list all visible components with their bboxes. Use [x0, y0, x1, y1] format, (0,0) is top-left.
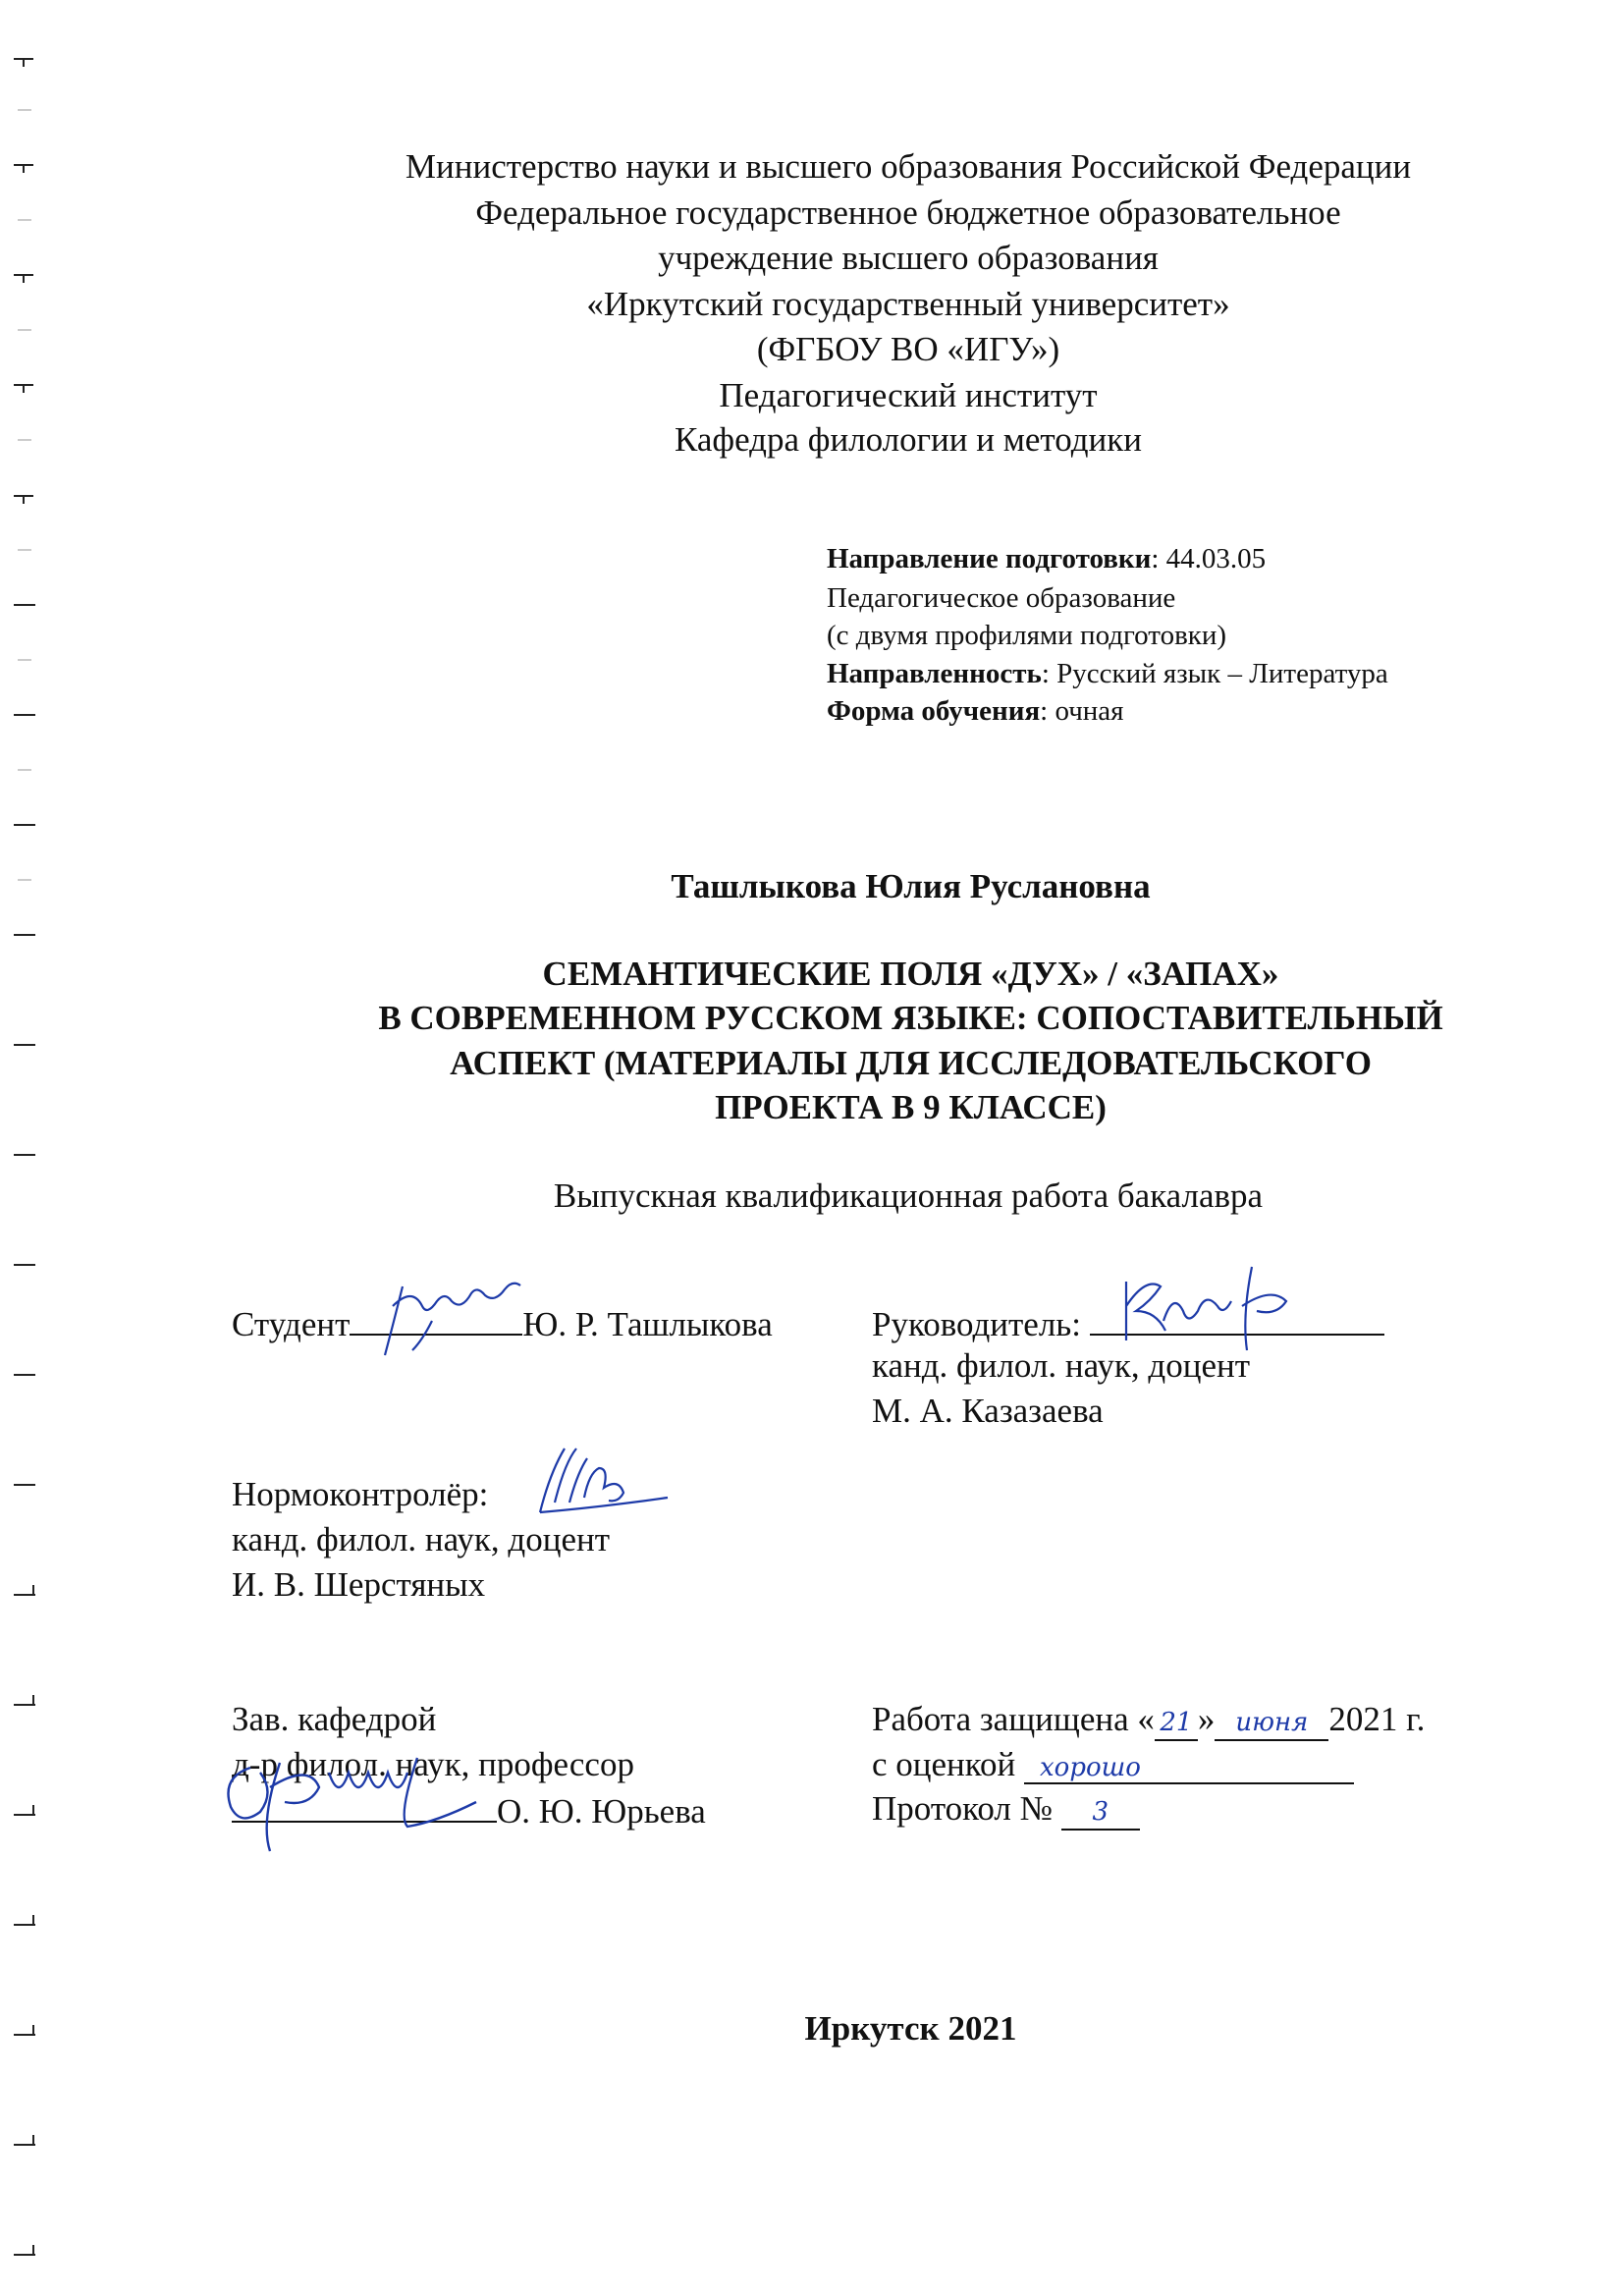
university-name: «Иркутский государственный университет»	[586, 285, 1230, 323]
form-value: : очная	[1040, 695, 1124, 727]
normcontrol-signature	[520, 1434, 687, 1522]
work-type: Выпускная квалификационная работа бакалавра	[553, 1176, 1264, 1215]
ministry-line: Министерство науки и высшего образования Российской Федерации	[405, 147, 1412, 186]
defense-year: 2021 г.	[1328, 1700, 1426, 1738]
institution-line-2: учреждение высшего образования	[658, 239, 1159, 277]
head-degree: д-р филол. наук, профессор	[232, 1745, 634, 1783]
title-line-4: ПРОЕКТА В 9 КЛАССЕ)	[715, 1088, 1107, 1126]
form-row	[827, 697, 1124, 726]
direction-line-3: (с двумя профилями подготовки)	[827, 620, 1227, 651]
protocol-label: Протокол №	[872, 1789, 1054, 1828]
supervisor-label: Руководитель:	[872, 1305, 1081, 1343]
city-year: Иркутск 2021	[804, 2009, 1017, 2048]
student-label: Студент	[232, 1305, 351, 1343]
direction-line-2: Педагогическое образование	[827, 582, 1176, 614]
orientation-label: Направленность	[827, 658, 1042, 689]
form-label: Форма обучения	[827, 695, 1041, 727]
direction-row	[827, 545, 1266, 574]
direction-label: Направление подготовки	[827, 543, 1152, 574]
student-name: Ю. Р. Ташлыкова	[522, 1305, 773, 1343]
defense-row	[872, 1702, 1425, 1741]
direction-value: : 44.03.05	[1151, 543, 1267, 574]
supervisor-degree: канд. филол. наук, доцент	[872, 1346, 1251, 1385]
normcontrol-label: Нормоконтролёр:	[232, 1475, 489, 1513]
head-signature	[211, 1728, 525, 1866]
institute-name: Педагогический институт	[719, 376, 1098, 414]
university-abbr: (ФГБОУ ВО «ИГУ»)	[756, 330, 1060, 368]
protocol-number: 3	[1061, 1799, 1140, 1831]
orientation-value: : Русский язык – Литература	[1041, 658, 1388, 689]
head-name: О. Ю. Юрьева	[497, 1792, 706, 1831]
supervisor-signature	[1105, 1247, 1340, 1355]
head-label: Зав. кафедрой	[232, 1700, 437, 1738]
title-line-3: АСПЕКТ (МАТЕРИАЛЫ ДЛЯ ИССЛЕДОВАТЕЛЬСКОГО	[450, 1044, 1372, 1082]
grade-row	[872, 1747, 1354, 1784]
grade-label: с оценкой	[872, 1745, 1016, 1783]
defense-mid: »	[1197, 1700, 1216, 1738]
defense-month: июня	[1215, 1710, 1328, 1741]
title-line-1: СЕМАНТИЧЕСКИЕ ПОЛЯ «ДУХ» / «ЗАПАХ»	[542, 955, 1279, 993]
supervisor-name: М. А. Казазаева	[872, 1392, 1104, 1430]
department-name: Кафедра филологии и методики	[675, 420, 1142, 459]
defense-day: 21	[1155, 1710, 1198, 1741]
student-signature	[373, 1267, 569, 1365]
title-line-2: В СОВРЕМЕННОМ РУССКОМ ЯЗЫКЕ: СОПОСТАВИТЕЛЬНЫЙ	[378, 999, 1443, 1037]
author-name: Ташлыкова Юлия Руслановна	[671, 867, 1151, 905]
protocol-row	[872, 1791, 1140, 1831]
grade-value: хорошо	[1024, 1755, 1354, 1784]
normcontrol-degree: канд. филол. наук, доцент	[232, 1520, 611, 1558]
defense-prefix: Работа защищена «	[872, 1700, 1155, 1738]
orientation-row	[827, 660, 1388, 688]
institution-line-1: Федеральное государственное бюджетное образовательное	[475, 193, 1341, 232]
normcontrol-name: И. В. Шерстяных	[232, 1565, 486, 1604]
